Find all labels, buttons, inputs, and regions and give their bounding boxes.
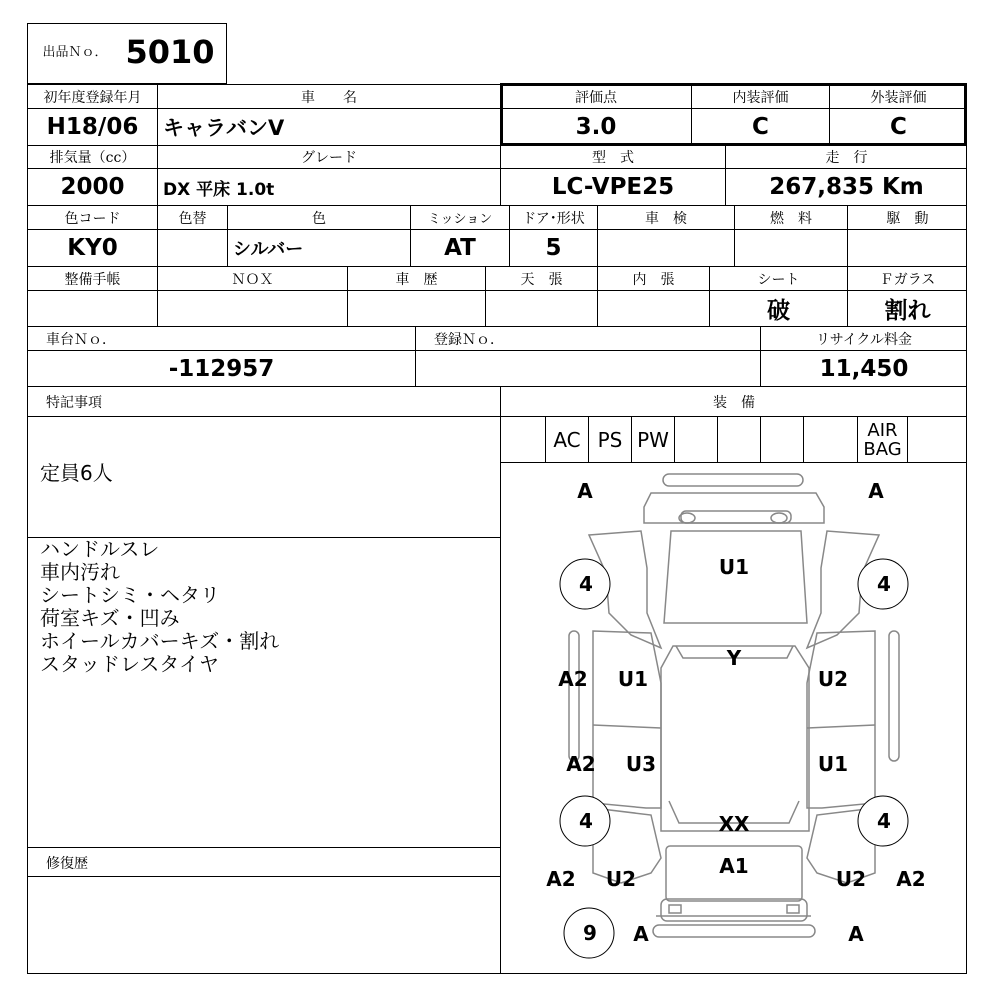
- mark-right-front-door: U2: [817, 667, 849, 691]
- maintenance-value: [28, 291, 157, 326]
- model-value: LC-VPE25: [551, 174, 675, 200]
- first-reg-value: H18/06: [46, 114, 139, 140]
- mark-left-rear-door: U3: [625, 752, 657, 776]
- mission-value: AT: [444, 235, 476, 261]
- ceiling-label: 天 張: [520, 271, 563, 288]
- mark-left-rear-bumper: U2: [605, 867, 637, 891]
- nox-label: ＮＯＸ: [231, 271, 274, 288]
- fuel-label: 燃 料: [770, 210, 812, 227]
- mark-roof-rear: XX: [718, 812, 750, 836]
- remark-5: ホイールカバーキズ・割れ: [40, 629, 280, 653]
- glass-value: 割れ: [884, 298, 931, 324]
- tire-rear-right: 4: [877, 809, 891, 833]
- nox-value: [158, 291, 347, 326]
- mark-right-rear-quarter: A2: [896, 867, 926, 891]
- fuel-value: [735, 230, 847, 266]
- inspection-label: 車 検: [645, 210, 687, 227]
- displacement-label: 排気量（cc）: [49, 150, 136, 166]
- remark-1: ハンドルスレ: [40, 537, 160, 561]
- chassis-value: -112957: [168, 355, 275, 382]
- equip-cell-ps: PS: [597, 427, 623, 452]
- mark-roof-front: Y: [726, 646, 742, 670]
- door-label: ドア･形状: [522, 210, 585, 227]
- seat-value: 破: [767, 298, 790, 324]
- history-label: 車 歴: [395, 271, 438, 288]
- displacement-value: 2000: [60, 174, 125, 200]
- mark-left-rear-quarter: A2: [546, 867, 576, 891]
- inspection-value: [598, 230, 734, 266]
- maintenance-label: 整備手帳: [64, 271, 121, 288]
- glass-label: Ｆガラス: [879, 271, 936, 288]
- tire-front-left: 4: [579, 572, 593, 596]
- registration-label: 登録Ｎｏ．: [434, 331, 504, 348]
- recycle-label: リサイクル料金: [815, 331, 913, 348]
- repaint-label: 色替: [178, 210, 207, 227]
- exterior-grade-label: 外装評価: [870, 90, 927, 106]
- interior-trim-value: [598, 291, 709, 326]
- interior-grade-value: C: [752, 114, 769, 140]
- score-value: 3.0: [575, 114, 617, 140]
- first-reg-label: 初年度登録年月: [43, 90, 142, 106]
- remark-2: 車内汚れ: [40, 560, 120, 584]
- model-label: 型 式: [592, 150, 634, 166]
- interior-grade-label: 内装評価: [732, 90, 789, 106]
- ceiling-value: [486, 291, 597, 326]
- chassis-label: 車台Ｎｏ．: [46, 331, 116, 348]
- color-code-label: 色コード: [64, 210, 121, 227]
- car-name-value: キャラバンV: [163, 116, 285, 140]
- capacity-note: 定員6人: [40, 461, 113, 485]
- history-value: [348, 291, 485, 326]
- equip-cell-airbag: AIR BAG: [863, 419, 902, 460]
- mark-front-right-corner: A: [868, 479, 884, 503]
- mark-front-left-corner: A: [577, 479, 593, 503]
- equip-cell-pw: PW: [637, 427, 669, 452]
- equipment-title: 装 備: [713, 395, 755, 411]
- lot-number: 5010: [125, 33, 215, 71]
- interior-trim-label: 内 張: [632, 271, 675, 288]
- notes-title: 特記事項: [46, 395, 102, 411]
- door-value: 5: [545, 235, 562, 261]
- repair-history-title: 修復歴: [46, 855, 88, 872]
- mark-rear-door: A1: [719, 854, 749, 878]
- score-label: 評価点: [575, 90, 617, 106]
- recycle-value: 11,450: [819, 355, 909, 382]
- mark-left-front-door: U1: [617, 667, 649, 691]
- mark-hood: U1: [718, 555, 750, 579]
- registration-value: [416, 351, 760, 386]
- color-code-value: KY0: [67, 235, 118, 261]
- seat-label: シート: [757, 271, 800, 288]
- color-value: シルバー: [233, 239, 304, 260]
- exterior-grade-value: C: [890, 114, 907, 140]
- mark-rear-right-corner: A: [848, 922, 864, 946]
- car-name-label: 車 名: [301, 90, 357, 106]
- remark-3: シートシミ・ヘタリ: [40, 583, 220, 607]
- tire-rear-left: 4: [579, 809, 593, 833]
- equip-cell-ac: AC: [553, 427, 581, 452]
- remark-6: スタッドレスタイヤ: [40, 652, 219, 676]
- remark-4: 荷室キズ・凹み: [40, 606, 180, 630]
- mark-left-rear-panel: A2: [566, 752, 596, 776]
- mileage-label: 走 行: [825, 150, 868, 166]
- repair-history-value: [28, 877, 500, 974]
- mark-right-rear-bumper: U2: [835, 867, 867, 891]
- repaint-value: [158, 230, 227, 266]
- lot-number-label: 出品Ｎｏ．: [42, 44, 108, 60]
- mark-rear-left-corner: A: [633, 922, 649, 946]
- tire-front-right: 4: [877, 572, 891, 596]
- grade-value: DX 平床 1.0t: [163, 179, 275, 200]
- car-damage-diagram: [501, 463, 967, 974]
- mileage-value: 267,835 Km: [769, 174, 924, 200]
- tire-spare: 9: [583, 921, 597, 945]
- mark-right-rear-door: U1: [817, 752, 849, 776]
- mark-left-front-fender: A2: [558, 667, 588, 691]
- mission-label: ミッション: [427, 212, 493, 227]
- drive-label: 駆 動: [886, 210, 929, 227]
- drive-value: [848, 230, 967, 266]
- grade-label: グレード: [301, 150, 357, 166]
- color-label: 色: [312, 210, 326, 227]
